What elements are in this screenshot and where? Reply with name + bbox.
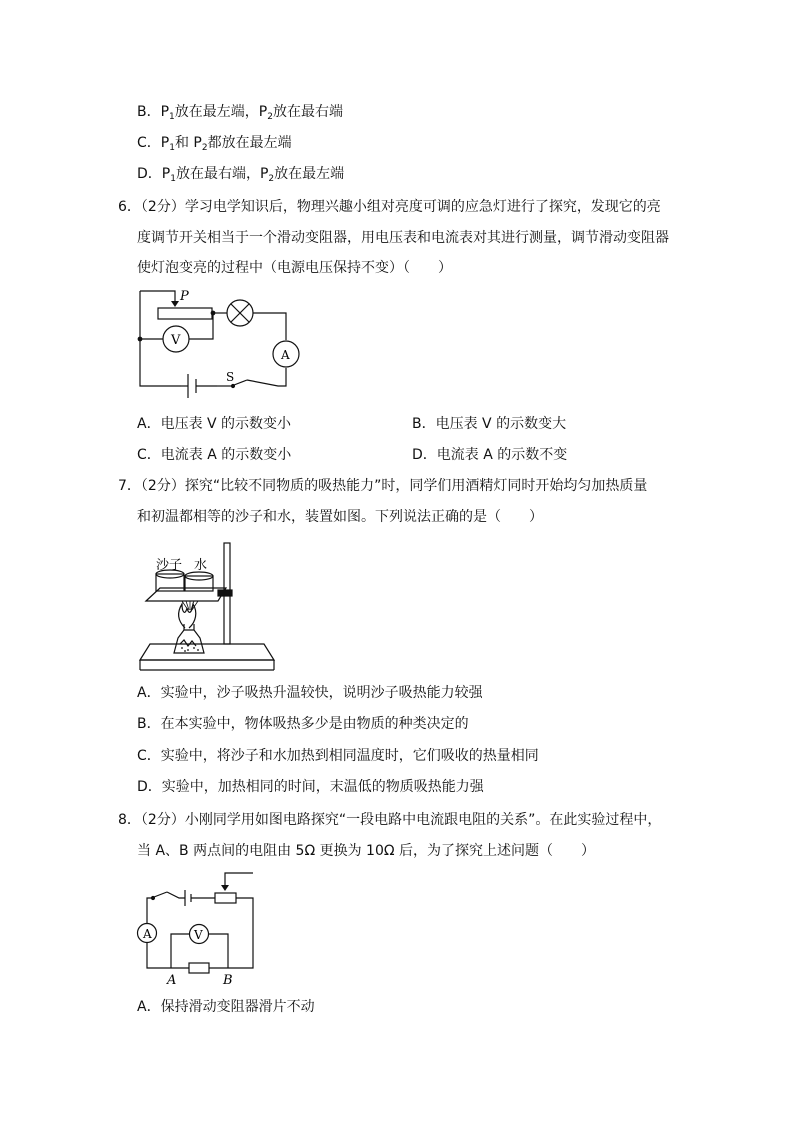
q7-heating-apparatus-diagram bbox=[138, 538, 278, 673]
q7-stem-line2: 和初温都相等的沙子和水，装置如图。下列说法正确的是（ ） bbox=[137, 509, 543, 525]
q8-circuit-diagram bbox=[135, 868, 265, 988]
point-b-label: B bbox=[223, 973, 233, 988]
q6-circuit-diagram bbox=[130, 283, 310, 403]
ammeter-label: A bbox=[281, 348, 290, 362]
q6-option-d: D．电流表 A 的示数不变 bbox=[412, 447, 568, 463]
q5-option-d: D．$P_1$放在最右端，$P_2$放在最左端 bbox=[137, 166, 345, 184]
q6-stem-line1: 6．（2分）学习电学知识后，物理兴趣小组对亮度可调的应急灯进行了探究，发现它的亮 bbox=[118, 199, 661, 215]
label-sand: 沙子 bbox=[156, 558, 183, 573]
q6-option-c: C．电流表 A 的示数变小 bbox=[137, 447, 292, 463]
q5-option-c: C．$P_1$和 $P_2$都放在最左端 bbox=[137, 135, 292, 153]
q7-option-a: A．实验中，沙子吸热升温较快，说明沙子吸热能力较强 bbox=[137, 685, 483, 701]
q6-stem-line3: 使灯泡变亮的过程中（电源电压保持不变）（ ） bbox=[137, 260, 452, 276]
q8-option-a: A．保持滑动变阻器滑片不动 bbox=[137, 999, 315, 1015]
q5-option-b: B．$P_1$放在最左端，$P_2$放在最右端 bbox=[137, 104, 343, 122]
label-water: 水 bbox=[194, 558, 208, 573]
ammeter-label: A bbox=[143, 927, 152, 941]
q7-option-c: C．实验中，将沙子和水加热到相同温度时，它们吸收的热量相同 bbox=[137, 748, 539, 764]
voltmeter-label: V bbox=[171, 333, 181, 348]
q7-option-b: B．在本实验中，物体吸热多少是由物质的种类决定的 bbox=[137, 716, 469, 732]
q7-option-d: D．实验中，加热相同的时间，末温低的物质吸热能力强 bbox=[137, 779, 484, 795]
switch-label: S bbox=[226, 370, 235, 384]
voltmeter-label: V bbox=[194, 928, 203, 942]
q8-stem-line2: 当 A、B 两点间的电阻由 5Ω 更换为 10Ω 后，为了探究上述问题（ ） bbox=[137, 843, 595, 859]
q8-stem-line1: 8．（2分）小刚同学用如图电路探究“一段电路中电流跟电阻的关系”。在此实验过程中， bbox=[118, 812, 662, 828]
q6-stem-line2: 度调节开关相当于一个滑动变阻器，用电压表和电流表对其进行测量，调节滑动变阻器 bbox=[137, 230, 669, 246]
q6-option-a: A．电压表 V 的示数变小 bbox=[137, 416, 292, 432]
q6-option-b: B．电压表 V 的示数变大 bbox=[412, 416, 567, 432]
point-a-label: A bbox=[167, 973, 177, 988]
q7-stem-line1: 7．（2分）探究“比较不同物质的吸热能力”时，同学们用酒精灯同时开始均匀加热质量 bbox=[118, 478, 648, 494]
slider-p-label: P bbox=[180, 289, 189, 304]
